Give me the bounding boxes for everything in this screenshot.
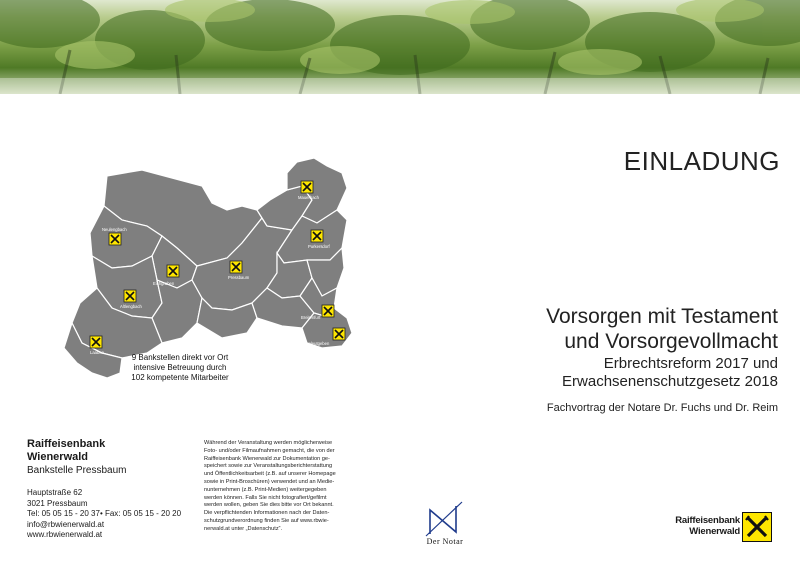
map-caption-line3: 102 kompetente Mitarbeiter xyxy=(131,373,229,382)
branch-marker xyxy=(301,181,313,193)
notice-line: Während der Veranstaltung werden möglicherweise xyxy=(204,440,333,446)
notice-line: sowie in Print-Broschüren) verwendet und an Medie- xyxy=(204,478,335,485)
map-caption xyxy=(110,353,250,383)
branch-label-breitenfurt: Breitenfurt xyxy=(301,315,321,320)
speakers-line: Fachvortrag der Notare Dr. Fuchs und Dr. Reim xyxy=(546,402,778,414)
event-title-line2: und Vorsorgevollmacht xyxy=(564,330,778,353)
notice-line: und Öffentlichkeitsarbeit (z.B. auf unserer Homepage xyxy=(204,471,336,478)
notice-line: schutzgrundverordnung finden Sie auf www.rbwie- xyxy=(204,517,329,524)
notice-line: Die verpflichtenden Informationen nach der Daten- xyxy=(204,510,330,517)
branch-label-neulengbach: Neulengbach xyxy=(102,227,127,232)
forest-banner xyxy=(0,0,800,94)
raiffeisen-gable-cross-icon xyxy=(742,512,772,542)
event-subtitle-line1: Erbrechtsreform 2017 und xyxy=(603,355,778,372)
event-title xyxy=(438,304,778,354)
address-block xyxy=(27,488,181,541)
bank-name-line2: Wienerwald xyxy=(27,451,89,463)
website-link[interactable]: www.rbwienerwald.at xyxy=(27,530,103,539)
branch-label-laaben: Laaben xyxy=(90,350,104,355)
branch-label-altlengbach: Altlengbach xyxy=(120,304,142,309)
address-city: 3021 Pressbaum xyxy=(27,498,88,508)
notice-line: speichert sowie zur Veranstaltungsberichterstattung xyxy=(204,463,333,470)
notar-logo-text: Der Notar xyxy=(426,537,464,546)
map-caption-line2: intensive Betreuung durch xyxy=(133,363,227,372)
branch-marker xyxy=(333,328,345,340)
notice-line: Raiffeisenbank Wienerwald zur Dokumentation ge- xyxy=(204,455,330,462)
bank-name-line1: Raiffeisenbank xyxy=(27,438,106,450)
notice-line: werden wollen, geben Sie dies bitte vor Ort bekannt. xyxy=(204,502,334,509)
branch-label-kaltenleutgeben: Kaltenleutgeben xyxy=(299,341,330,346)
phone-fax: Tel: 05 05 15 - 20 37• Fax: 05 05 15 - 20 20 xyxy=(27,509,182,518)
event-subtitle xyxy=(438,355,778,391)
email-link[interactable]: info@rbwienerwald.at xyxy=(27,519,105,529)
raiffeisen-logo-line1: Raiffeisenbank xyxy=(675,515,740,526)
raiffeisen-logo-line2: Wienerwald xyxy=(689,525,740,537)
privacy-notice xyxy=(204,440,365,534)
branch-marker xyxy=(322,305,334,317)
event-title-line1: Vorsorgen mit Testament xyxy=(546,305,778,328)
branch-marker xyxy=(167,265,179,277)
branch-name: Bankstelle Pressbaum xyxy=(27,465,127,476)
tree-canopy-image xyxy=(0,0,800,94)
raiffeisen-logo-text xyxy=(648,516,740,537)
branch-marker xyxy=(90,336,102,348)
branch-label-eichgraben: Eichgraben xyxy=(153,281,175,286)
notice-line: werden können. Falls Sie nicht fotografiert/gefilmt xyxy=(204,494,327,501)
branch-label-purkersdorf: Purkersdorf xyxy=(308,244,330,249)
event-subtitle-line2: Erwachsenenschutzgesetz 2018 xyxy=(562,373,778,390)
invitation-heading: EINLADUNG xyxy=(623,146,780,176)
branch-marker xyxy=(311,230,323,242)
branch-marker xyxy=(109,233,121,245)
notice-line: nerwald.at unter „Datenschutz“. xyxy=(204,525,283,532)
map-caption-line1: 9 Bankstellen direkt vor Ort xyxy=(131,353,229,362)
address-street: Hauptstraße 62 xyxy=(27,488,83,497)
branch-label-mauerbach: Mauerbach xyxy=(298,195,319,200)
bank-name xyxy=(27,438,105,464)
branch-marker xyxy=(124,290,136,302)
notice-line: nunternehmen (z.B. Print-Medien) weitergegeben xyxy=(204,486,327,493)
notice-line: Foto- und/oder Filmaufnahmen gemacht, die von der xyxy=(204,447,335,454)
branch-marker xyxy=(230,261,242,273)
branch-label-pressbaum: Pressbaum xyxy=(228,275,250,280)
